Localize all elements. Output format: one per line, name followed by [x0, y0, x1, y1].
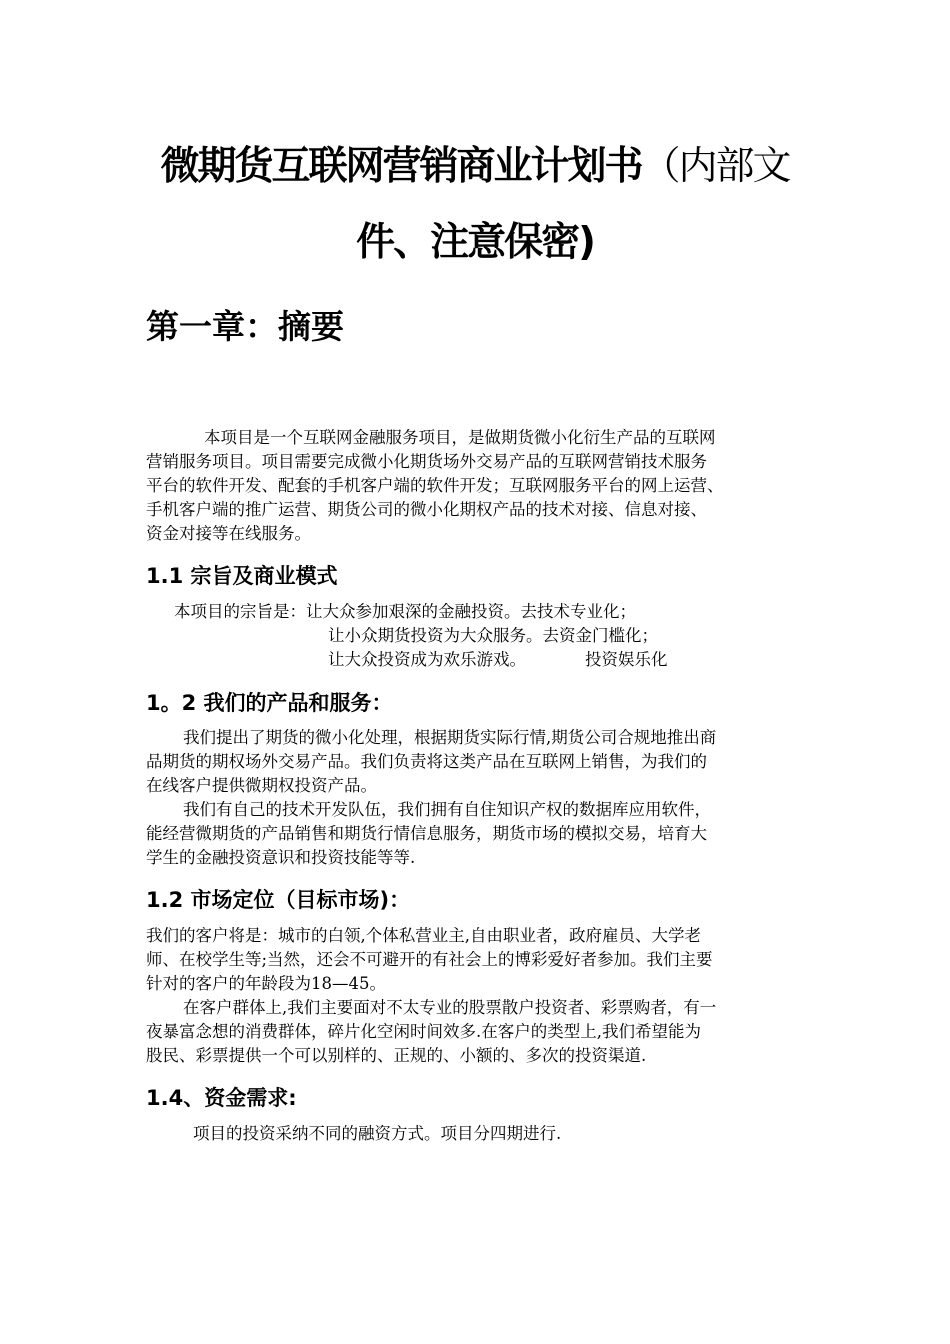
section-heading-1-2-products: 1。2 我们的产品和服务： [146, 691, 393, 715]
text-line: 让大众投资成为欢乐游戏。 [328, 650, 526, 669]
text-line: 在线客户提供微期权投资产品。 [146, 776, 377, 795]
text-line: 营销服务项目。项目需要完成微小化期货场外交易产品的互联网营销技术服务 [146, 452, 707, 471]
text-line: 投资娱乐化 [585, 650, 668, 669]
text-line: 师、在校学生等;当然，还会不可避开的有社会上的博彩爱好者参加。我们主要 [146, 950, 713, 969]
mission-tag [585, 648, 785, 672]
text-line: 我们有自己的技术开发队伍，我们拥有自住知识产权的数据库应用软件， [183, 800, 711, 819]
text-line: 平台的软件开发、配套的手机客户端的软件开发；互联网服务平台的网上运营、 [146, 476, 724, 495]
text-line: 我们的客户将是：城市的白领,个体私营业主,自由职业者，政府雇员、大学老 [146, 926, 701, 945]
text-line: 本项目是一个互联网金融服务项目，是做期货微小化衍生产品的互联网 [204, 428, 716, 447]
document-title-line-1 [100, 143, 850, 191]
document-title-paren: （内部文 [641, 144, 790, 189]
text-line: 针对的客户的年龄段为18—45。 [146, 974, 386, 993]
document-title-bold: 微期货互联网营销商业计划书 [160, 144, 642, 189]
text-line: 学生的金融投资意识和投资技能等等. [146, 848, 416, 867]
text-line: 我们提出了期货的微小化处理，根据期货实际行情,期货公司合规地推出商 [183, 728, 717, 747]
market-paragraph [146, 924, 816, 1068]
text-line: 能经营微期货的产品销售和期货行情信息服务，期货市场的模拟交易，培育大 [146, 824, 707, 843]
section-heading-1-2-market: 1.2 市场定位（目标市场)： [146, 888, 411, 912]
text-line: 夜暴富念想的消费群体，碎片化空闲时间效多.在客户的类型上,我们希望能为 [146, 1022, 701, 1041]
text-line: 项目的投资采纳不同的融资方式。项目分四期进行. [193, 1124, 562, 1143]
document-title-line-2: 件、注意保密) [356, 220, 594, 265]
chapter-heading: 第一章：摘要 [146, 307, 344, 346]
text-line: 手机客户端的推广运营、期货公司的微小化期权产品的技术对接、信息对接、 [146, 500, 707, 519]
text-line: 资金对接等在线服务。 [146, 524, 311, 543]
section-heading-1-4: 1.4、资金需求: [146, 1086, 297, 1110]
funding-paragraph [146, 1122, 816, 1146]
text-line: 在客户群体上,我们主要面对不太专业的股票散户投资者、彩票购者，有一 [183, 998, 717, 1017]
text-line: 品期货的期权场外交易产品。我们负责将这类产品在互联网上销售，为我们的 [146, 752, 707, 771]
section-heading-1-1: 1.1 宗旨及商业模式 [146, 564, 338, 588]
text-line: 本项目的宗旨是：让大众参加艰深的金融投资。去技术专业化； [174, 602, 636, 621]
text-line: 让小众期货投资为大众服务。去资金门槛化； [328, 626, 658, 645]
products-paragraph [146, 726, 816, 870]
intro-paragraph [146, 426, 816, 546]
text-line: 股民、彩票提供一个可以别样的、正规的、小额的、多次的投资渠道. [146, 1046, 647, 1065]
